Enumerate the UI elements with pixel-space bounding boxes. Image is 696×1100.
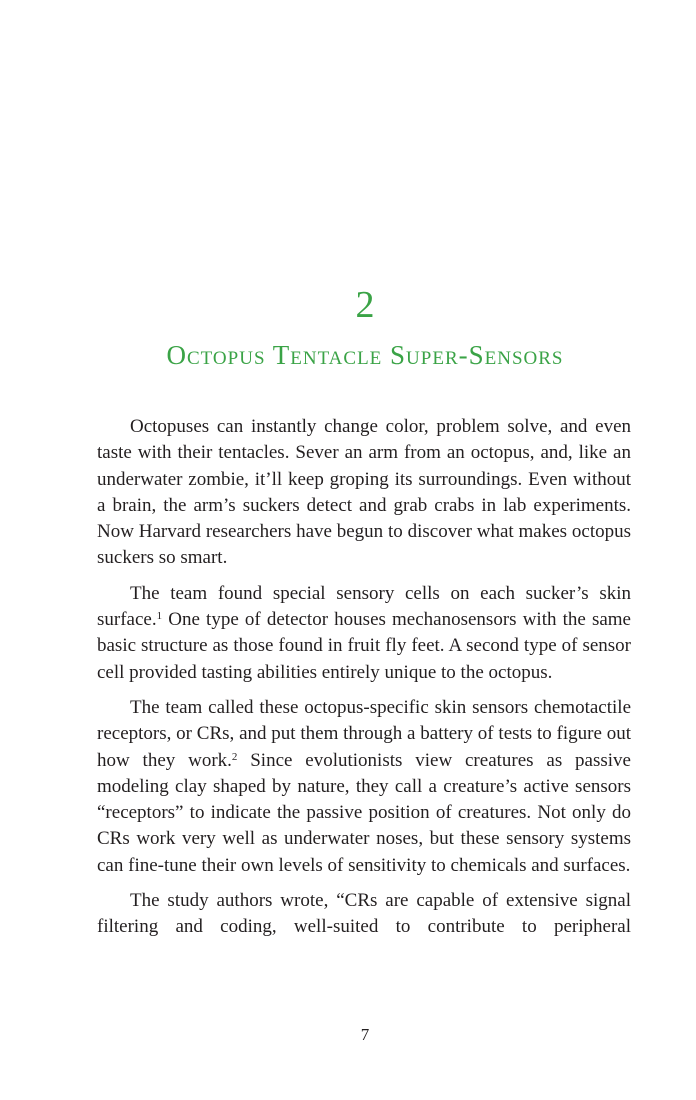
paragraph-3-end: Since evolutionists view creatures as passive modeling clay shaped by nature, they call a creature’s active sensors “receptors” to indicate the passive position of creatures. Not only do CRs work very well as underwater noses, but these sensory systems can fine-tune their own levels of sensitivity to chemicals and surfaces. <box>97 749 631 876</box>
footnote-marker-2: 2 <box>231 750 238 763</box>
body-text <box>97 414 631 950</box>
paragraph-1: Octopuses can instantly change color, problem solve, and even taste with their tentacles. Sever an arm from an octopus, and, like an underwater zombie, it’ll keep groping its surroundings. Even without a brain, the arm’s suckers detect and grab crabs in lab experiments. Now Harvard researchers have begun to discover what makes octopus suckers so smart. <box>97 416 631 569</box>
chapter-title: Octopus Tentacle Super-Sensors <box>166 340 564 370</box>
chapter-number: 2 <box>355 284 375 326</box>
footnote-marker-1: 1 <box>156 610 163 623</box>
paragraph-3-start: The team called these octopus-specific skin sensors chemotactile receptors, or CRs, and put them through a battery of tests to figure out how they work. <box>97 696 631 771</box>
paragraph-2-end: One type of detector houses mechanosensors with the same basic structure as those found in fruit fly feet. A second type of sensor cell provided tasting abilities entirely unique to the octopus. <box>97 609 631 683</box>
page-number: 7 <box>360 1025 370 1044</box>
paragraph-2-start: The team found special sensory cells on each sucker’s skin surface. <box>97 582 631 631</box>
paragraph-4: The study authors wrote, “CRs are capable of extensive signal filtering and coding, well-suited to contribute to peripheral <box>97 890 631 938</box>
paragraph-3 <box>97 695 631 879</box>
paragraph-2 <box>97 581 631 686</box>
